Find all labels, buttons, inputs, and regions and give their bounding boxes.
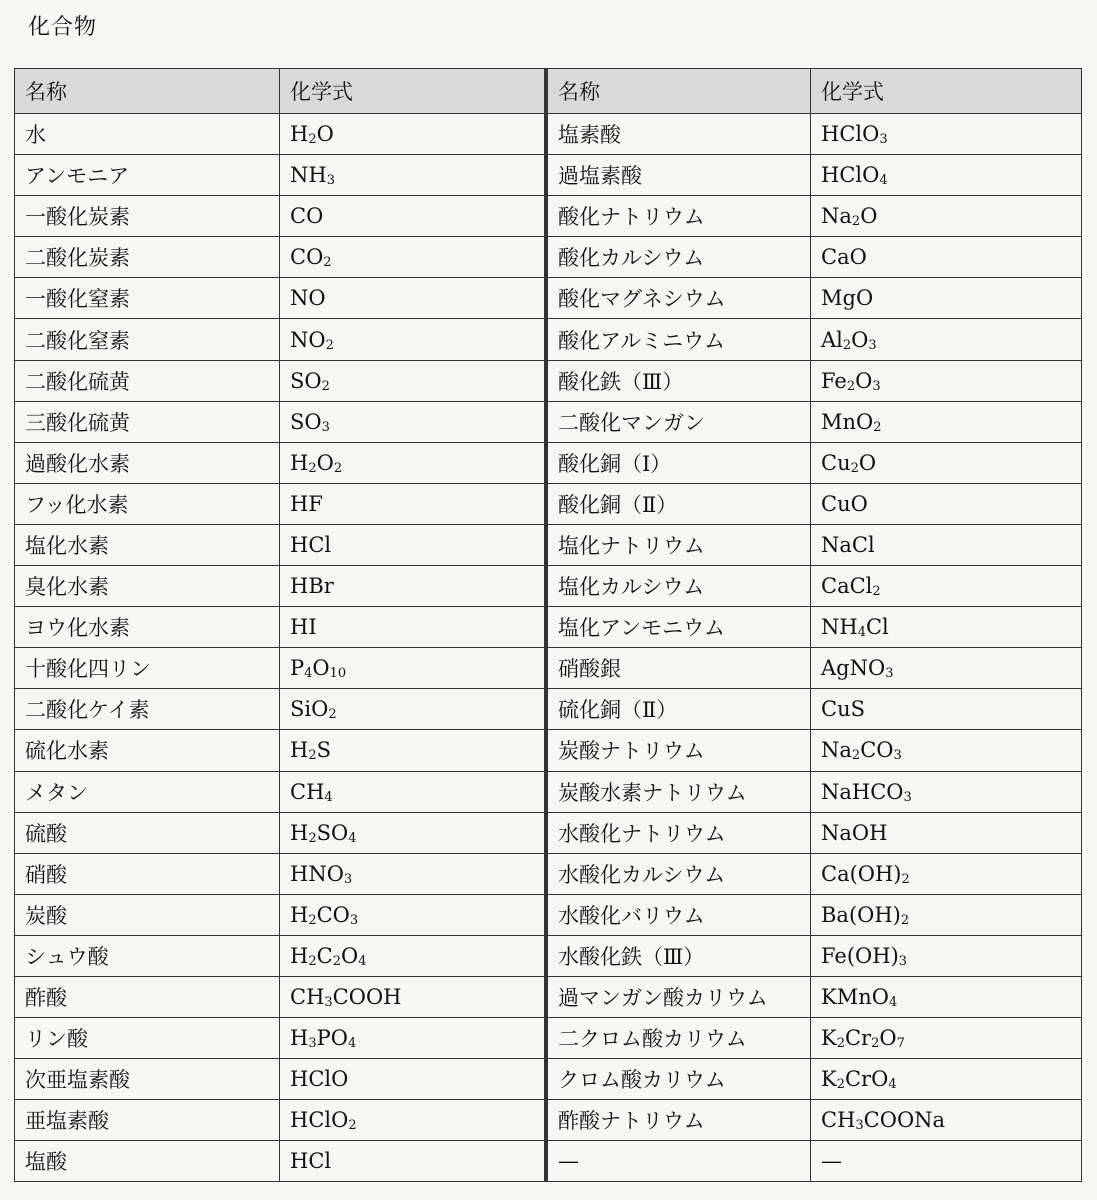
compound-formula: $P_4O_{10}$: [280, 648, 545, 689]
compound-tables: [14, 68, 1078, 1182]
compound-name: 酸化ナトリウム: [548, 196, 811, 237]
compound-name: 水酸化カルシウム: [548, 853, 811, 894]
compound-formula: HClO: [280, 1059, 545, 1100]
table-row: [548, 689, 1082, 730]
compound-name: 過塩素酸: [548, 155, 811, 196]
compound-formula: $NO_2$: [280, 319, 545, 360]
compound-formula: CuS: [811, 689, 1082, 730]
compound-name: 次亜塩素酸: [15, 1059, 280, 1100]
table-row: [15, 935, 545, 976]
compound-name: 硫化水素: [15, 730, 280, 771]
table-row: [548, 566, 1082, 607]
table-row: [15, 401, 545, 442]
table-row: [548, 607, 1082, 648]
compound-formula: $H_2CO_3$: [280, 894, 545, 935]
table-row: [548, 771, 1082, 812]
compound-table-right: [547, 68, 1082, 1182]
table-header-row: [15, 69, 545, 114]
table-row: [15, 1100, 545, 1141]
table-row: [15, 278, 545, 319]
compound-formula: CO: [280, 196, 545, 237]
table-row: [548, 853, 1082, 894]
table-row: [15, 771, 545, 812]
compound-formula: —: [811, 1141, 1082, 1182]
compound-formula: HBr: [280, 566, 545, 607]
compound-name: 酢酸: [15, 976, 280, 1017]
compound-formula: $HNO_3$: [280, 853, 545, 894]
compound-formula: $Fe(OH)_3$: [811, 935, 1082, 976]
table-row: [548, 237, 1082, 278]
compound-name: クロム酸カリウム: [548, 1059, 811, 1100]
compound-formula: CaCl$_2$: [811, 566, 1082, 607]
compound-name: フッ化水素: [15, 483, 280, 524]
table-row: [15, 114, 545, 155]
compound-formula: NO: [280, 278, 545, 319]
compound-name: 十酸化四リン: [15, 648, 280, 689]
table-row: [15, 812, 545, 853]
compound-name: 塩化水素: [15, 524, 280, 565]
compound-formula: $K_2Cr_2O_7$: [811, 1018, 1082, 1059]
compound-name: 硫化銅（Ⅱ）: [548, 689, 811, 730]
compound-name: 酸化銅（Ⅱ）: [548, 483, 811, 524]
compound-name: 二クロム酸カリウム: [548, 1018, 811, 1059]
compound-formula: $H_2SO_4$: [280, 812, 545, 853]
compound-formula: $Na_2O$: [811, 196, 1082, 237]
compound-formula: KMnO$_4$: [811, 976, 1082, 1017]
compound-formula: $SO_3$: [280, 401, 545, 442]
table-row: [548, 319, 1082, 360]
compound-formula: $H_2O_2$: [280, 442, 545, 483]
table-row: [548, 1141, 1082, 1182]
table-row: [15, 1018, 545, 1059]
table-row: [548, 442, 1082, 483]
compound-formula: HF: [280, 483, 545, 524]
compound-name: 酸化鉄（Ⅲ）: [548, 360, 811, 401]
compound-formula: NaOH: [811, 812, 1082, 853]
table-row: [548, 524, 1082, 565]
compound-name: 炭酸ナトリウム: [548, 730, 811, 771]
compound-formula: HI: [280, 607, 545, 648]
compound-name: 一酸化窒素: [15, 278, 280, 319]
table-row: [548, 730, 1082, 771]
compound-formula: CuO: [811, 483, 1082, 524]
compound-name: 硫酸: [15, 812, 280, 853]
compound-formula: $CH_4$: [280, 771, 545, 812]
compound-formula: HClO$_4$: [811, 155, 1082, 196]
compound-formula: HClO$_3$: [811, 114, 1082, 155]
compound-name: —: [548, 1141, 811, 1182]
compound-name: 三酸化硫黄: [15, 401, 280, 442]
table-row: [548, 278, 1082, 319]
compound-formula: NaHCO$_3$: [811, 771, 1082, 812]
compound-formula: $H_2S$: [280, 730, 545, 771]
table-row: [15, 483, 545, 524]
table-row: [15, 976, 545, 1017]
compound-formula: $Fe_2O_3$: [811, 360, 1082, 401]
compound-name: 過マンガン酸カリウム: [548, 976, 811, 1017]
compound-formula: $H_2C_2O_4$: [280, 935, 545, 976]
compound-formula: $NH_4Cl$: [811, 607, 1082, 648]
compound-formula: $Ca(OH)_2$: [811, 853, 1082, 894]
header-formula: 化学式: [280, 69, 545, 114]
table-row: [548, 935, 1082, 976]
compound-name: 炭酸水素ナトリウム: [548, 771, 811, 812]
compound-formula: $NH_3$: [280, 155, 545, 196]
compound-name: 酢酸ナトリウム: [548, 1100, 811, 1141]
compound-formula: $SO_2$: [280, 360, 545, 401]
header-name: 名称: [15, 69, 280, 114]
compound-name: 水酸化鉄（Ⅲ）: [548, 935, 811, 976]
table-row: [548, 648, 1082, 689]
compound-name: 酸化アルミニウム: [548, 319, 811, 360]
compound-name: 塩素酸: [548, 114, 811, 155]
compound-formula: $Cu_2O$: [811, 442, 1082, 483]
compound-table-left: [14, 68, 545, 1182]
compound-formula: MgO: [811, 278, 1082, 319]
compound-formula: SiO$_2$: [280, 689, 545, 730]
table-row: [548, 1059, 1082, 1100]
table-row: [548, 114, 1082, 155]
header-name: 名称: [548, 69, 811, 114]
compound-name: 酸化マグネシウム: [548, 278, 811, 319]
table-row: [548, 812, 1082, 853]
compound-name: 塩化カルシウム: [548, 566, 811, 607]
table-row: [15, 360, 545, 401]
compound-name: メタン: [15, 771, 280, 812]
compound-name: 塩化ナトリウム: [548, 524, 811, 565]
compound-name: 酸化カルシウム: [548, 237, 811, 278]
compound-name: 水酸化バリウム: [548, 894, 811, 935]
table-row: [15, 442, 545, 483]
table-row: [15, 648, 545, 689]
compound-name: シュウ酸: [15, 935, 280, 976]
table-row: [15, 1141, 545, 1182]
table-row: [548, 1018, 1082, 1059]
compound-formula: HCl: [280, 524, 545, 565]
compound-name: 塩酸: [15, 1141, 280, 1182]
compound-formula: $CH_3COONa$: [811, 1100, 1082, 1141]
table-row: [548, 976, 1082, 1017]
compound-name: 二酸化硫黄: [15, 360, 280, 401]
compound-name: 炭酸: [15, 894, 280, 935]
table-row: [548, 483, 1082, 524]
compound-name: 硝酸銀: [548, 648, 811, 689]
compound-formula: HClO$_2$: [280, 1100, 545, 1141]
compound-formula: $CO_2$: [280, 237, 545, 278]
compound-formula: $CH_3COOH$: [280, 976, 545, 1017]
compound-name: 亜塩素酸: [15, 1100, 280, 1141]
compound-name: アンモニア: [15, 155, 280, 196]
table-row: [548, 196, 1082, 237]
compound-formula: AgNO$_3$: [811, 648, 1082, 689]
compound-formula: $Ba(OH)_2$: [811, 894, 1082, 935]
table-row: [548, 155, 1082, 196]
table-row: [15, 1059, 545, 1100]
compound-name: 酸化銅（Ⅰ）: [548, 442, 811, 483]
table-row: [15, 155, 545, 196]
compound-formula: $H_2O$: [280, 114, 545, 155]
compound-name: 水: [15, 114, 280, 155]
compound-name: 二酸化炭素: [15, 237, 280, 278]
table-row: [15, 319, 545, 360]
table-row: [15, 196, 545, 237]
table-row: [15, 894, 545, 935]
compound-name: 水酸化ナトリウム: [548, 812, 811, 853]
compound-formula: $K_2CrO_4$: [811, 1059, 1082, 1100]
compound-name: 臭化水素: [15, 566, 280, 607]
compound-name: ヨウ化水素: [15, 607, 280, 648]
compound-name: 過酸化水素: [15, 442, 280, 483]
table-row: [15, 607, 545, 648]
compound-formula: $Al_2O_3$: [811, 319, 1082, 360]
table-row: [548, 360, 1082, 401]
compound-name: リン酸: [15, 1018, 280, 1059]
table-row: [15, 237, 545, 278]
compound-name: 二酸化ケイ素: [15, 689, 280, 730]
header-formula: 化学式: [811, 69, 1082, 114]
table-row: [15, 730, 545, 771]
compound-formula: CaO: [811, 237, 1082, 278]
table-header-row: [548, 69, 1082, 114]
compound-formula: $H_3PO_4$: [280, 1018, 545, 1059]
compound-name: 二酸化窒素: [15, 319, 280, 360]
compound-name: 一酸化炭素: [15, 196, 280, 237]
compound-name: 硝酸: [15, 853, 280, 894]
table-row: [15, 853, 545, 894]
page-title: 化合物: [28, 15, 98, 40]
table-row: [548, 894, 1082, 935]
compound-formula: NaCl: [811, 524, 1082, 565]
table-row: [15, 566, 545, 607]
compound-formula: HCl: [280, 1141, 545, 1182]
table-row: [548, 401, 1082, 442]
table-row: [15, 524, 545, 565]
compound-formula: MnO$_2$: [811, 401, 1082, 442]
compound-formula: $Na_2CO_3$: [811, 730, 1082, 771]
table-row: [548, 1100, 1082, 1141]
table-row: [15, 689, 545, 730]
compound-name: 二酸化マンガン: [548, 401, 811, 442]
compound-name: 塩化アンモニウム: [548, 607, 811, 648]
